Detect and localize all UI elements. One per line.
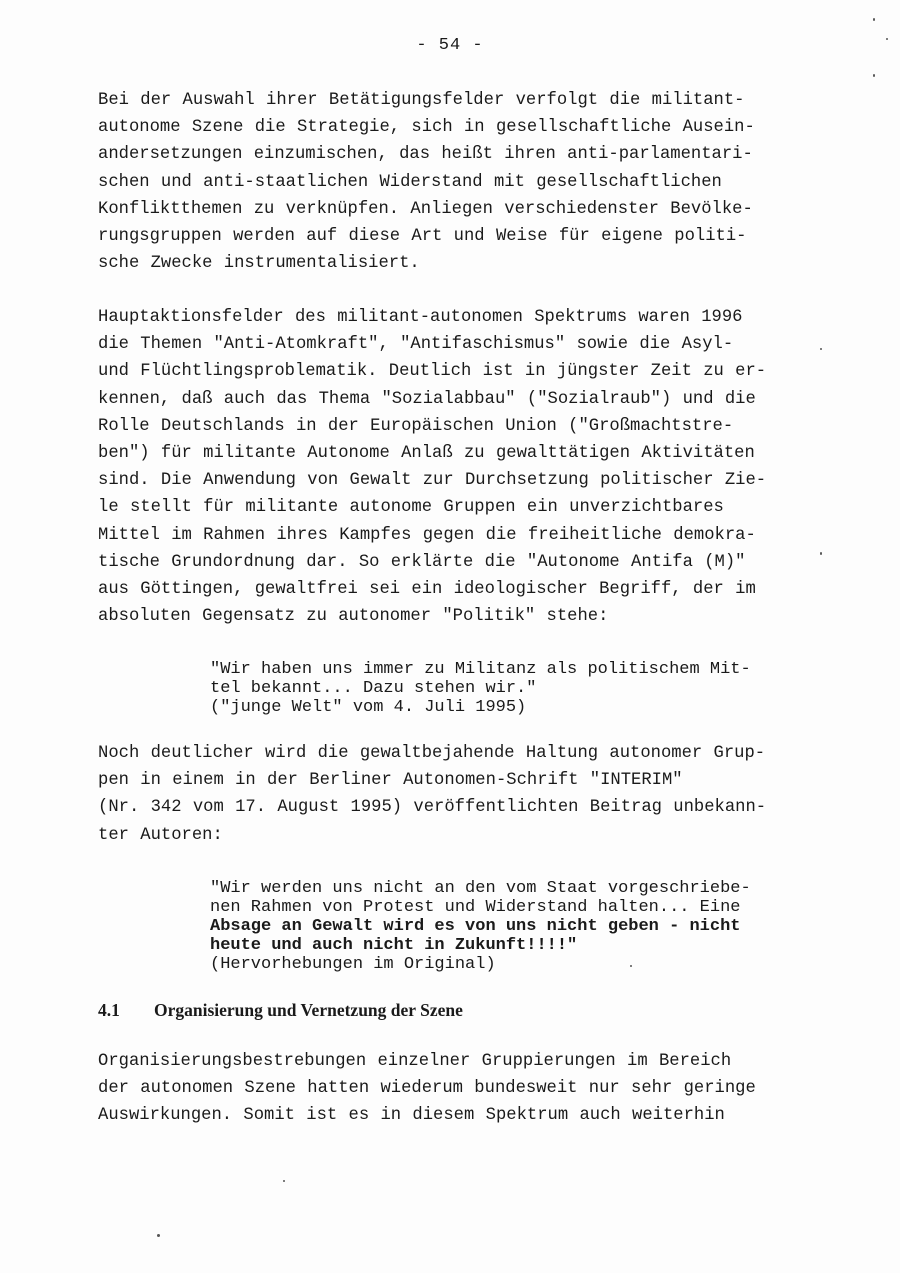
scan-speck	[873, 74, 875, 77]
section-heading	[98, 998, 463, 1022]
section-title: Organisierung und Vernetzung der Szene	[154, 1000, 463, 1020]
scan-speck	[873, 18, 875, 21]
scan-speck	[886, 38, 888, 40]
paragraph-line: sche Zwecke instrumentalisiert.	[98, 254, 420, 274]
quote-emphasis-line: Absage an Gewalt wird es von uns nicht geben - nicht	[210, 917, 741, 936]
paragraph-line: kennen, daß auch das Thema "Sozialabbau" ("Sozialraub") und die	[98, 389, 756, 409]
scan-speck	[157, 1234, 160, 1237]
paragraph-line: le stellt für militante autonome Gruppen ein unverzichtbares	[98, 498, 724, 518]
paragraph-2	[98, 304, 818, 630]
paragraph-line: Auswirkungen. Somit ist es in diesem Spektrum auch weiterhin	[98, 1106, 725, 1126]
paragraph-line: und Flüchtlingsproblematik. Deutlich ist in jüngster Zeit zu er-	[98, 362, 767, 382]
paragraph-line: ben") für militante Autonome Anlaß zu gewalttätigen Aktivitäten	[98, 443, 755, 463]
paragraph-line: schen und anti-staatlichen Widerstand mit gesellschaftlichen	[98, 172, 722, 192]
paragraph-line: ter Autoren:	[98, 825, 223, 845]
section-number: 4.1	[98, 1000, 120, 1020]
quote-2	[210, 879, 830, 974]
paragraph-line: Konfliktthemen zu verknüpfen. Anliegen verschiedenster Bevölke-	[98, 199, 753, 219]
quote-1	[210, 660, 830, 717]
paragraph-line: Noch deutlicher wird die gewaltbejahende Haltung autonomer Grup-	[98, 744, 766, 763]
paragraph-line: autonome Szene die Strategie, sich in gesellschaftliche Ausein-	[98, 118, 755, 138]
quote-line: tel bekannt... Dazu stehen wir."	[210, 679, 537, 698]
paragraph-4	[98, 1048, 818, 1130]
paragraph-line: Organisierungsbestrebungen einzelner Gruppierungen im Bereich	[98, 1052, 732, 1071]
quote-line: "Wir werden uns nicht an den vom Staat vorgeschriebe-	[210, 879, 751, 898]
paragraph-1	[98, 87, 818, 277]
paragraph-line: Hauptaktionsfelder des militant-autonomen Spektrums waren 1996	[98, 308, 743, 327]
quote-line: ("junge Welt" vom 4. Juli 1995)	[210, 698, 527, 717]
quote-emphasis-line: heute und auch nicht in Zukunft!!!!"	[210, 936, 578, 955]
paragraph-line: sind. Die Anwendung von Gewalt zur Durchsetzung politischer Zie-	[98, 471, 767, 491]
scan-speck	[283, 1180, 285, 1182]
paragraph-line: tische Grundordnung dar. So erklärte die "Autonome Antifa (M)"	[98, 552, 746, 572]
paragraph-line: Rolle Deutschlands in der Europäischen Union ("Großmachtstre-	[98, 416, 734, 436]
paragraph-line: absoluten Gegensatz zu autonomer "Politik" stehe:	[98, 607, 609, 627]
paragraph-line: die Themen "Anti-Atomkraft", "Antifaschismus" sowie die Asyl-	[98, 335, 734, 355]
scan-speck	[630, 965, 632, 967]
paragraph-line: pen in einem in der Berliner Autonomen-Schrift "INTERIM"	[98, 771, 683, 791]
paragraph-line: rungsgruppen werden auf diese Art und Weise für eigene politi-	[98, 226, 747, 246]
paragraph-3	[98, 740, 818, 849]
quote-line: "Wir haben uns immer zu Militanz als politischem Mit-	[210, 660, 751, 679]
paragraph-line: andersetzungen einzumischen, das heißt ihren anti-parlamentari-	[98, 145, 753, 165]
paragraph-line: der autonomen Szene hatten wiederum bundesweit nur sehr geringe	[98, 1079, 756, 1099]
scan-speck	[820, 348, 822, 350]
quote-line: (Hervorhebungen im Original)	[210, 955, 496, 974]
paragraph-line: Bei der Auswahl ihrer Betätigungsfelder verfolgt die militant-	[98, 91, 745, 110]
page-number: - 54 -	[416, 36, 484, 55]
quote-line: nen Rahmen von Protest und Widerstand halten... Eine	[210, 898, 741, 917]
scan-speck	[820, 552, 822, 555]
paragraph-line: (Nr. 342 vom 17. August 1995) veröffentlichten Beitrag unbekann-	[98, 798, 767, 818]
paragraph-line: Mittel im Rahmen ihres Kampfes gegen die freiheitliche demokra-	[98, 525, 756, 545]
paragraph-line: aus Göttingen, gewaltfrei sei ein ideologischer Begriff, der im	[98, 579, 756, 599]
